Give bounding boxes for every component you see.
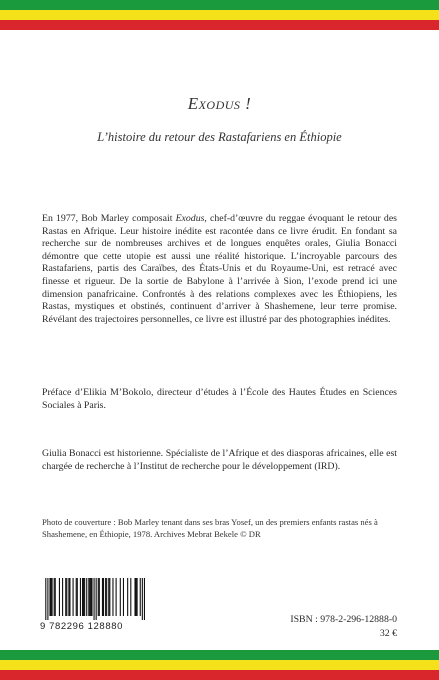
- photo-credit: Photo de couverture : Bob Marley tenant dans ses bras Yosef, un des premiers enfants rastas nés à Shashemene, en Éthiopie, 1978. Archives Mebrat Bekele © DR: [42, 517, 378, 539]
- summary-paragraph: [42, 213, 397, 326]
- barcode-bar: [45, 578, 46, 620]
- barcode-bar: [136, 578, 137, 616]
- barcode-digits: 9 782296 128880: [40, 621, 123, 632]
- barcode-bar: [137, 578, 138, 616]
- barcode-bar: [76, 578, 77, 616]
- book-title: Exodus !: [187, 94, 252, 113]
- bottom-color-stripes: [0, 650, 439, 680]
- top-color-stripes: [0, 0, 439, 30]
- barcode-bar: [91, 578, 92, 616]
- barcode-bar: [52, 578, 53, 616]
- author-bio-paragraph: Giulia Bonacci est historienne. Spécialiste de l’Afrique et des diasporas africaines, elle est chargée de recherche à l’Institut de recherche pour le développement (IRD).: [42, 448, 397, 472]
- barcode-bar: [68, 578, 69, 616]
- green-stripe: [0, 0, 439, 10]
- barcode-bar: [134, 578, 135, 616]
- green-stripe: [0, 650, 439, 660]
- summary-album-title: Exodus: [175, 213, 205, 224]
- barcode-bar: [62, 578, 63, 616]
- barcode-bar: [105, 578, 106, 616]
- barcode-bar: [142, 578, 143, 620]
- barcode-bar: [106, 578, 107, 616]
- barcode-bar: [144, 578, 145, 620]
- preface-paragraph: Préface d’Elikia M’Bokolo, directeur d’études à l’École des Hautes Études en Sciences Sociales à Paris.: [42, 387, 397, 411]
- barcode-bar: [69, 578, 70, 616]
- barcode: [40, 578, 146, 632]
- isbn-number: ISBN : 978-2-296-12888-0: [290, 614, 397, 625]
- barcode-bar: [108, 578, 109, 616]
- barcode-bar: [80, 578, 81, 616]
- barcode-bar: [90, 578, 91, 616]
- barcode-bar: [109, 578, 110, 616]
- barcode-bar: [96, 578, 97, 620]
- barcode-bar: [130, 578, 131, 616]
- barcode-bar: [65, 578, 66, 616]
- barcode-bar: [94, 578, 95, 620]
- red-stripe: [0, 670, 439, 680]
- barcode-bar: [112, 578, 113, 616]
- barcode-bars: [40, 578, 146, 620]
- barcode-bar: [89, 578, 90, 616]
- barcode-bar: [88, 578, 89, 616]
- barcode-bar: [103, 578, 104, 616]
- barcode-bar: [120, 578, 121, 616]
- barcode-bar: [54, 578, 55, 616]
- barcode-bar: [66, 578, 67, 616]
- price: 32 €: [379, 628, 397, 639]
- summary-text-start: En 1977, Bob Marley composait: [42, 213, 176, 224]
- barcode-bar: [98, 578, 99, 616]
- barcode-bar: [86, 578, 87, 616]
- yellow-stripe: [0, 10, 439, 20]
- summary-text-rest: , chef-d’œuvre du reggae évoquant le retour des Rastas en Afrique. Leur histoire inédite est racontée dans ce livre érudit. En fondant sa recherche sur de nombreuses archives et de longues enquêtes orales, Giulia Bonacci démontre que cette utopie est aussi une réalité historique. L’incroyable parcours des Rastafariens, partis des Caraïbes, des États-Unis et du Royaume-Uni, est retracé avec finesse et rigueur. De la sortie de Babylone à l’arrivée à Sion, l’exode prend ici une dimension panafricaine. Confrontés à des relations complexes avec les Éthiopiens, les Rastas, mystiques et obstinés, continuent d’arriver à Shashemene, leur terre promise. Révélant des trajectoires personnelles, ce livre est illustré par des photographies inédites.: [42, 213, 397, 325]
- barcode-bar: [73, 578, 74, 616]
- barcode-bar: [77, 578, 78, 616]
- yellow-stripe: [0, 660, 439, 670]
- book-subtitle: L’histoire du retour des Rastafariens en Éthiopie: [97, 130, 342, 144]
- barcode-bar: [82, 578, 83, 616]
- barcode-bar: [55, 578, 56, 616]
- barcode-bar: [116, 578, 117, 616]
- barcode-bar: [47, 578, 48, 620]
- barcode-bar: [83, 578, 84, 616]
- barcode-bar: [99, 578, 100, 616]
- red-stripe: [0, 20, 439, 30]
- barcode-bar: [102, 578, 103, 616]
- barcode-bar: [59, 578, 60, 616]
- barcode-bar: [49, 578, 50, 616]
- barcode-bar: [127, 578, 128, 616]
- barcode-bar: [84, 578, 85, 616]
- barcode-bar: [140, 578, 141, 616]
- barcode-bar: [51, 578, 52, 616]
- barcode-bar: [123, 578, 124, 616]
